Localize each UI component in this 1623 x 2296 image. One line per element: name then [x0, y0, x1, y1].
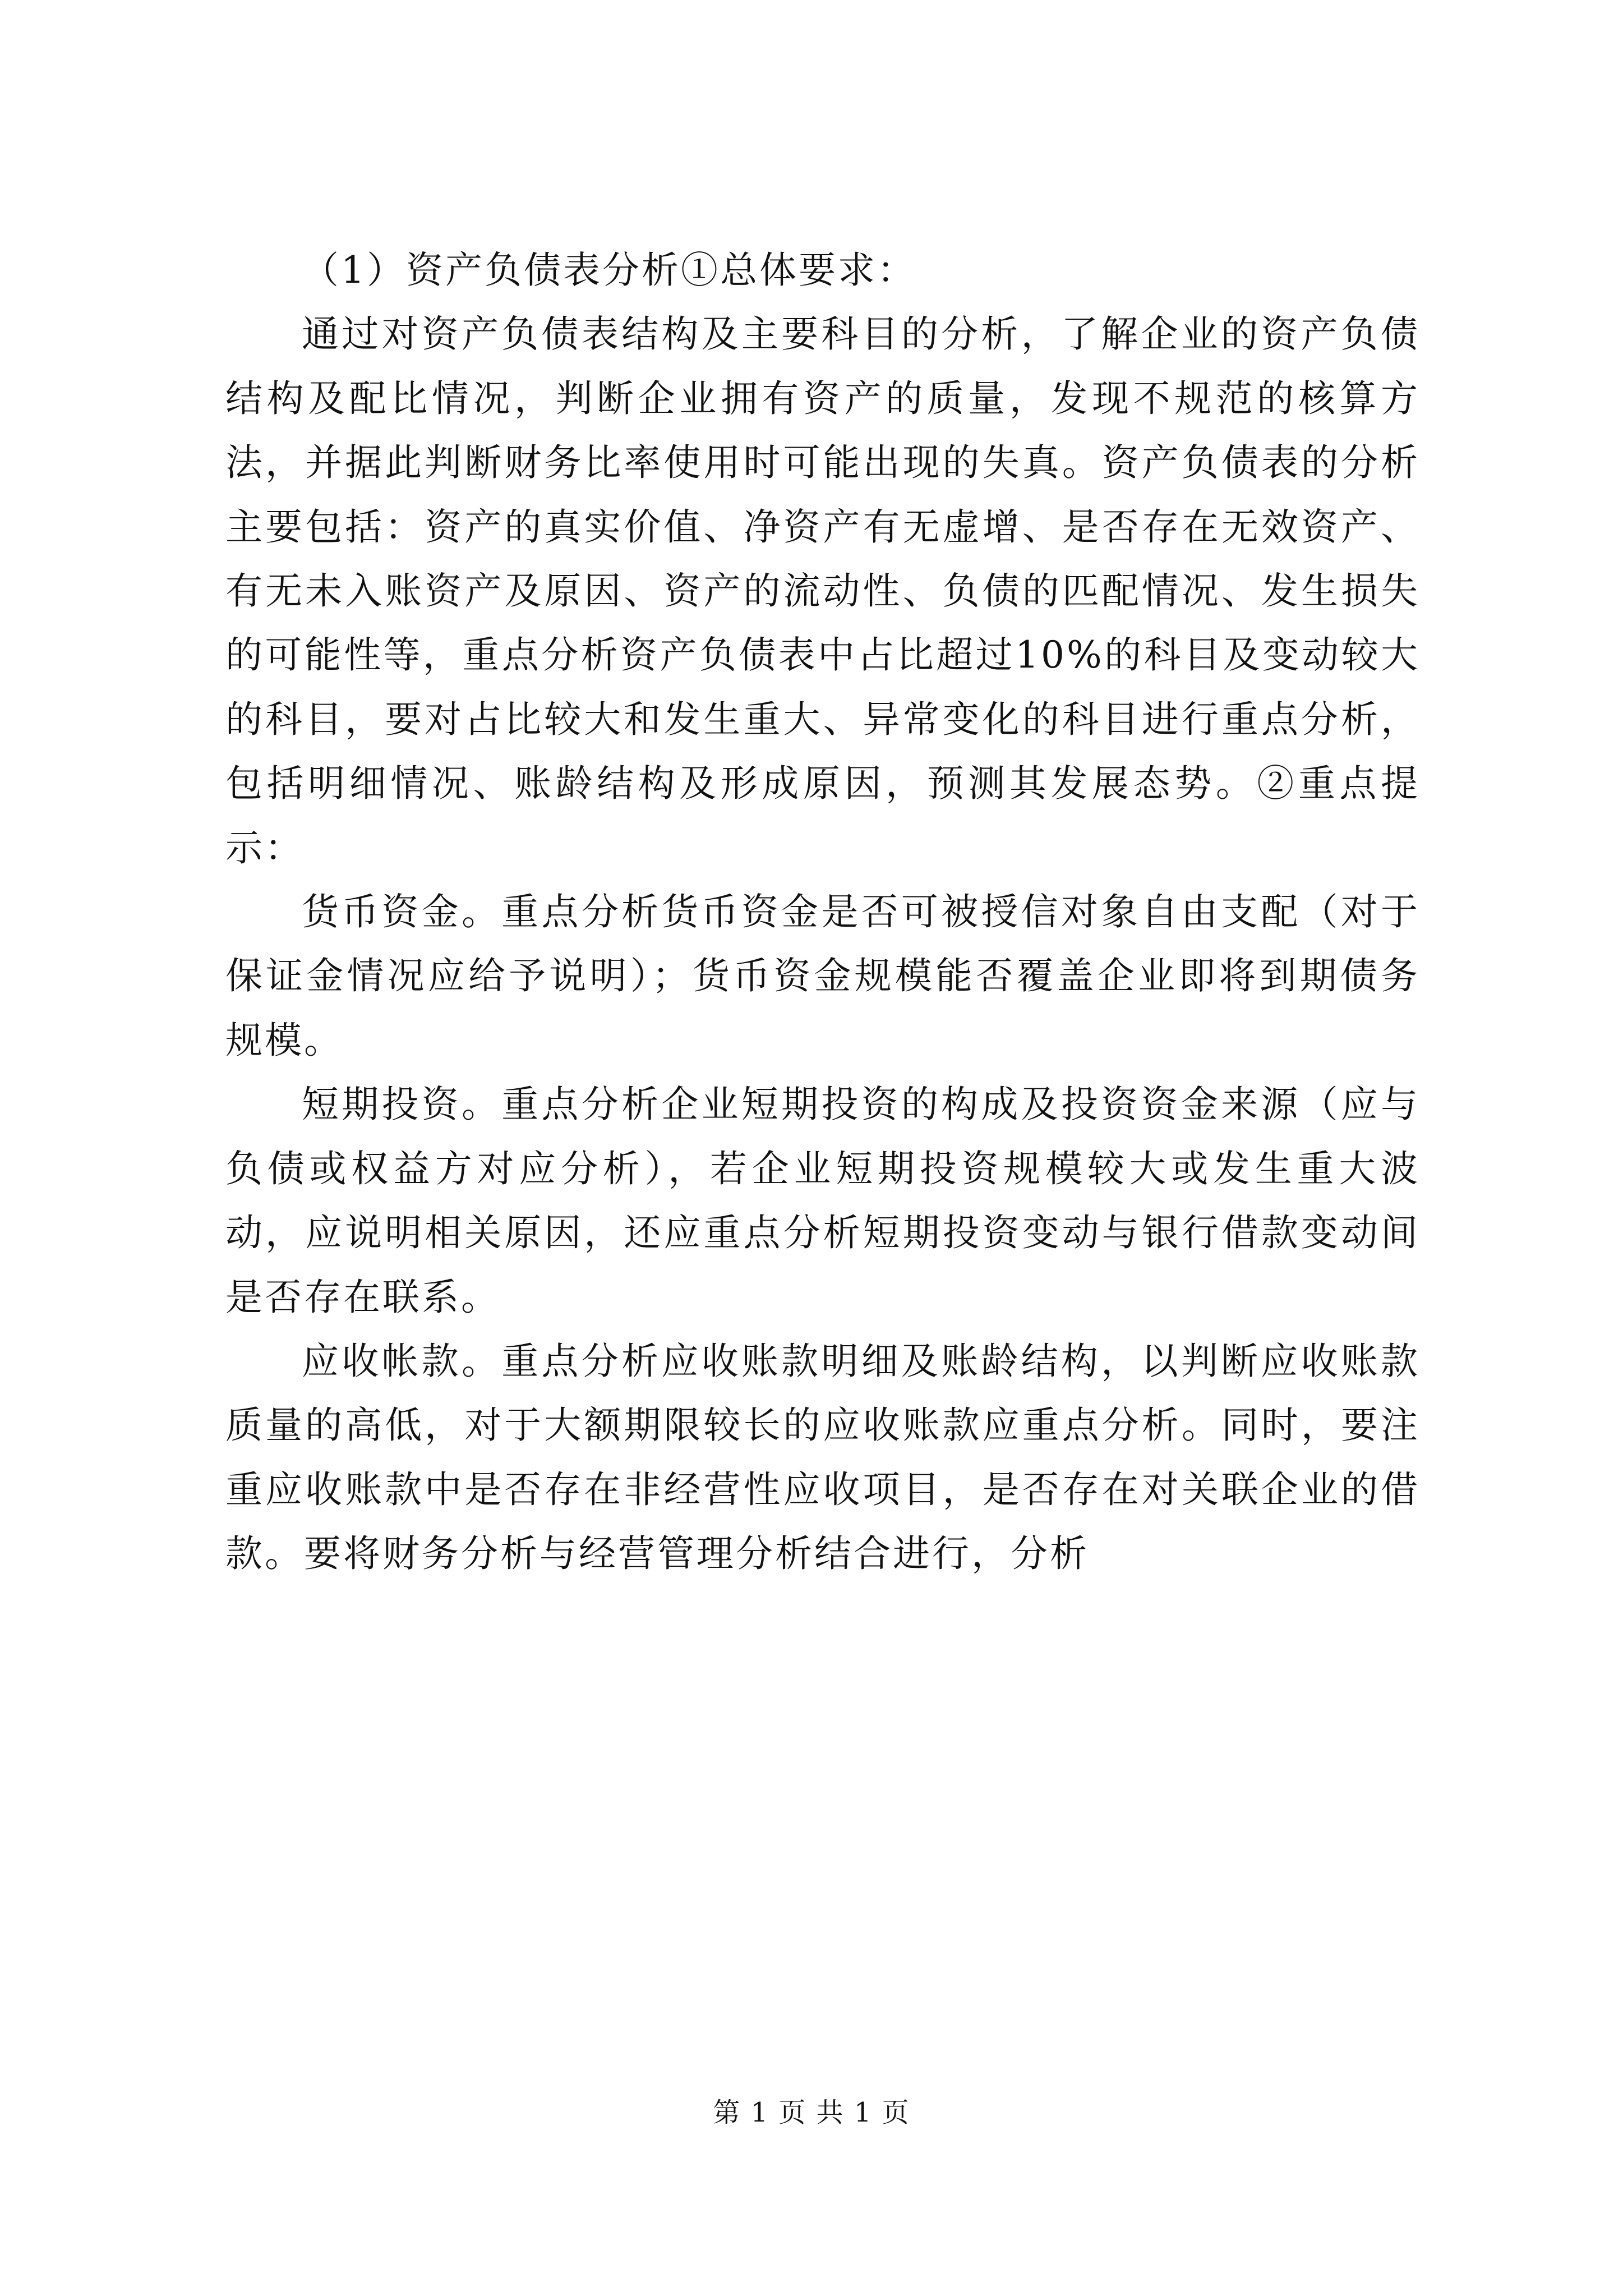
- body-text: [225, 238, 1420, 1586]
- paragraph-accounts-receivable: 应收帐款。重点分析应收账款明细及账龄结构，以判断应收账款质量的高低，对于大额期限较长的应收账款应重点分析。同时，要注重应收账款中是否存在非经营性应收项目，是否存在对关联企业的借款。要将财务分析与经营管理分析结合进行，分析: [225, 1339, 1420, 1576]
- paragraph-cash: 货币资金。重点分析货币资金是否可被授信对象自由支配（对于保证金情况应给予说明）；货币资金规模能否覆盖企业即将到期债务规模。: [225, 890, 1420, 1062]
- paragraph-heading: （1）资产负债表分析①总体要求：: [302, 249, 916, 292]
- page-footer: 第 1 页 共 1 页: [713, 2097, 910, 2128]
- paragraph-overview: 通过对资产负债表结构及主要科目的分析，了解企业的资产负债结构及配比情况，判断企业拥有资产的质量，发现不规范的核算方法，并据此判断财务比率使用时可能出现的失真。资产负债表的分析主要包括：资产的真实价值、净资产有无虚增、是否存在无效资产、有无未入账资产及原因、资产的流动性、负债的匹配情况、发生损失的可能性等，重点分析资产负债表中占比超过10%的科目及变动较大的科目，要对占比较大和发生重大、异常变化的科目进行重点分析，包括明细情况、账龄结构及形成原因，预测其发展态势。②重点提示：: [225, 312, 1420, 869]
- paragraph-short-term-investment: 短期投资。重点分析企业短期投资的构成及投资资金来源（应与负债或权益方对应分析），若企业短期投资规模较大或发生重大波动，应说明相关原因，还应重点分析短期投资变动与银行借款变动间是否存在联系。: [225, 1083, 1420, 1319]
